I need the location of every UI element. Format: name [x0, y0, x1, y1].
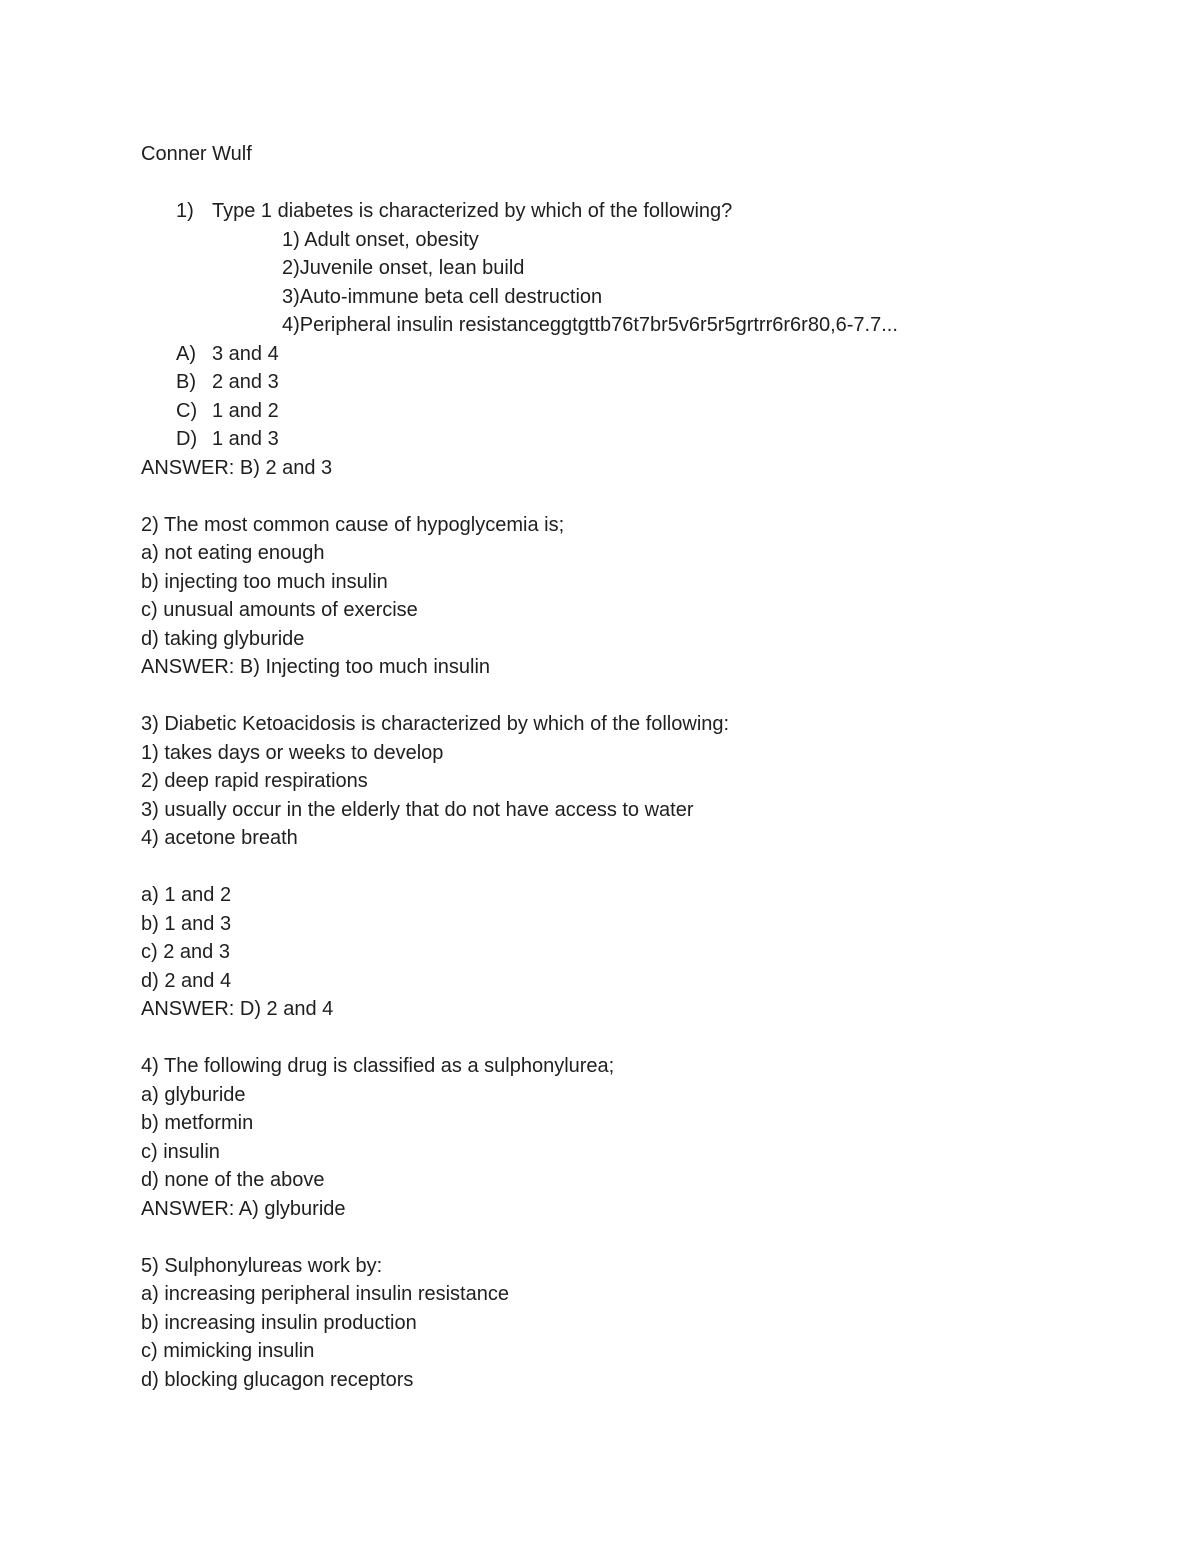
- q1-statement: 2)Juvenile onset, lean build: [282, 257, 525, 279]
- question-number: 1): [176, 200, 194, 222]
- question-4-stem: 4) The following drug is classified as a sulphonylurea;: [141, 1055, 615, 1077]
- question-3-stem: 3) Diabetic Ketoacidosis is characterized by which of the following:: [141, 713, 730, 735]
- q4-choice: d) none of the above: [141, 1169, 325, 1191]
- q1-choice-a: [141, 340, 1141, 369]
- choice-text: 2 and 3: [212, 371, 279, 393]
- q5-choice: d) blocking glucagon receptors: [141, 1368, 414, 1391]
- choice-text: 3 and 4: [212, 342, 279, 365]
- q2-choice: c) unusual amounts of exercise: [141, 599, 418, 621]
- question-1-stem: [141, 197, 1141, 226]
- spacer: [141, 482, 1141, 511]
- q1-statement: 3)Auto-immune beta cell destruction: [282, 285, 603, 308]
- choice-letter: A): [176, 342, 196, 365]
- q3-choice: d) 2 and 4: [141, 969, 232, 992]
- q1-choice-d: [141, 425, 1141, 454]
- q1-answer: ANSWER: B) 2 and 3: [141, 456, 333, 479]
- question-5-stem: 5) Sulphonylureas work by:: [141, 1254, 383, 1277]
- choice-text: 1 and 3: [212, 428, 279, 450]
- spacer: [141, 169, 1141, 198]
- q4-choice: b) metformin: [141, 1112, 254, 1134]
- spacer: [141, 682, 1141, 711]
- author-name: Conner Wulf: [141, 143, 252, 165]
- choice-letter: C): [176, 399, 198, 422]
- choice-text: 1 and 2: [212, 399, 279, 422]
- q2-choice: b) injecting too much insulin: [141, 570, 388, 593]
- q2-answer: ANSWER: B) Injecting too much insulin: [141, 656, 491, 678]
- choice-letter: B): [176, 371, 196, 393]
- q3-choice: c) 2 and 3: [141, 941, 230, 963]
- question-text: Type 1 diabetes is characterized by which of the following?: [212, 200, 733, 222]
- q4-choice: a) glyburide: [141, 1083, 246, 1106]
- spacer: [141, 853, 1141, 882]
- spacer: [141, 1223, 1141, 1252]
- q1-statement: 4)Peripheral insulin resistanceggtgttb76t7br5v6r5r5grtrr6r6r80,6-7.7...: [282, 314, 898, 336]
- q2-choice: d) taking glyburide: [141, 627, 305, 650]
- q3-choice: b) 1 and 3: [141, 912, 232, 935]
- q5-choice: b) increasing insulin production: [141, 1311, 417, 1334]
- question-2-stem: 2) The most common cause of hypoglycemia is;: [141, 513, 565, 536]
- q1-choice-b: [141, 368, 1141, 397]
- q3-statement: 3) usually occur in the elderly that do not have access to water: [141, 798, 694, 821]
- q2-choice: a) not eating enough: [141, 542, 325, 564]
- q3-choice: a) 1 and 2: [141, 884, 232, 906]
- q3-statement: 1) takes days or weeks to develop: [141, 741, 444, 764]
- q5-choice: a) increasing peripheral insulin resistance: [141, 1283, 509, 1305]
- q1-statement: 1) Adult onset, obesity: [282, 228, 479, 251]
- q3-statement: 2) deep rapid respirations: [141, 770, 368, 792]
- choice-letter: D): [176, 428, 198, 450]
- q1-choice-c: [141, 397, 1141, 426]
- q3-statement: 4) acetone breath: [141, 827, 298, 849]
- q3-answer: ANSWER: D) 2 and 4: [141, 998, 334, 1020]
- q4-choice: c) insulin: [141, 1140, 220, 1163]
- q4-answer: ANSWER: A) glyburide: [141, 1197, 346, 1220]
- q5-choice: c) mimicking insulin: [141, 1340, 315, 1362]
- document-page: [141, 140, 1141, 1394]
- spacer: [141, 1024, 1141, 1053]
